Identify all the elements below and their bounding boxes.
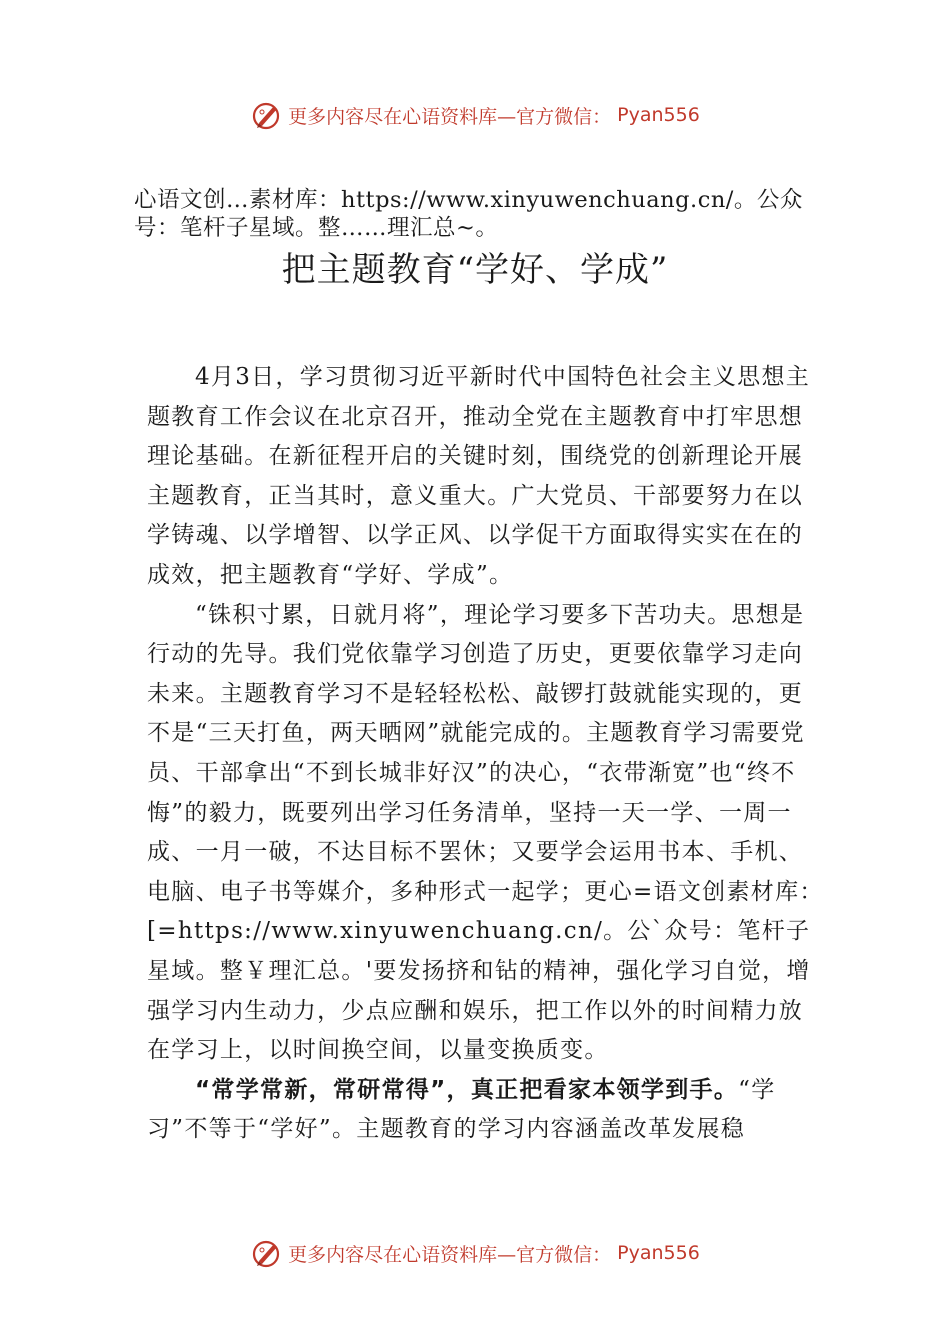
paragraph-3	[147, 1071, 827, 1150]
pen-logo-icon	[250, 1237, 282, 1269]
footer-banner	[0, 1233, 950, 1273]
paragraph-3-text: “学习”不等于“学好”。主题教育的学习内容涵盖改革发展稳	[147, 1076, 776, 1143]
paragraph-1: 4月3日，学习贯彻习近平新时代中国特色社会主义思想主题教育工作会议在北京召开，推动全党在主题教育中打牢思想理论基础。在新征程开启的关键时刻，围绕党的创新理论开展主题教育，正当其时，意义重大。广大党员、干部要努力在以学铸魂、以学增智、以学正风、以学促干方面取得实实在在的成效，把主题教育“学好、学成”。	[147, 364, 811, 588]
page-title: 把主题教育“学好、学成”	[281, 250, 669, 290]
paragraph-2: “铢积寸累，日就月将”，理论学习要多下苦功夫。思想是行动的先导。我们党依靠学习创造了历史，更要依靠学习走向未来。主题教育学习不是轻轻松松、敲锣打鼓就能实现的，更不是“三天打鱼，两天晒网”就能完成的。主题教育学习需要党员、干部拿出“不到长城非好汉”的决心，“衣带渐宽”也“终不悔”的毅力，既要列出学习任务清单，坚持一天一学、一周一成、一月一破，不达目标不罢休；又要学会运用书本、手机、电脑、电子书等媒介，多种形式一起学；更心=语文创素材库：[=https://www.xinyuwenchuang.cn/。公`众号：笔杆子星域。整￥理汇总。'要发扬挤和钻的精神，强化学习自觉，增强学习内生动力，少点应酬和娱乐，把工作以外的时间精力放在学习上，以时间换空间，以量变换质变。	[147, 601, 824, 1064]
header-banner	[0, 95, 950, 135]
paragraph-3-lead: “常学常新，常研常得”，真正把看家本领学到手。	[195, 1076, 739, 1103]
article-body	[147, 358, 827, 1150]
banner-text: 更多内容尽在心语资料库—官方微信：	[288, 1243, 612, 1266]
pen-logo-icon	[250, 99, 282, 131]
watermark-line: 心语文创…素材库：https://www.xinyuwenchuang.cn/。公众号：笔杆子星域。整……理汇总~。	[134, 187, 803, 241]
banner-wechat-id: Pyan556	[617, 1242, 700, 1264]
banner-text: 更多内容尽在心语资料库—官方微信：	[288, 105, 612, 128]
banner-wechat-id: Pyan556	[617, 104, 700, 126]
